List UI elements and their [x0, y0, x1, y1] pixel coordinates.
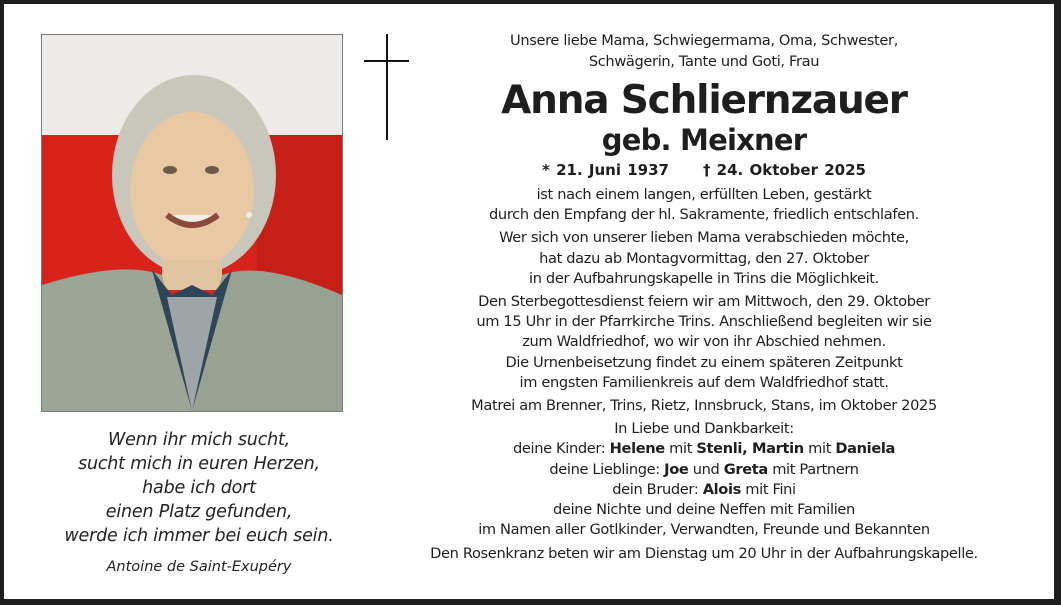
text-line: zum Waldfriedhof, wo wir von ihr Abschied nehmen.	[522, 333, 886, 351]
mourners-brother	[384, 480, 1024, 500]
place-and-date: Matrei am Brenner, Trins, Rietz, Innsbruck, Stans, im Oktober 2025	[471, 397, 937, 415]
intro-line: Unsere liebe Mama, Schwiegermama, Oma, Schwester,	[509, 32, 898, 49]
mourner-name: Daniela	[835, 440, 896, 458]
quote-author: Antoine de Saint-Exupéry	[106, 559, 292, 575]
mourners-list	[384, 419, 1024, 540]
label: deine Kinder:	[512, 440, 610, 458]
quote-block	[24, 428, 374, 575]
life-dates	[384, 158, 1024, 182]
quote-line: Wenn ihr mich sucht,	[107, 430, 291, 450]
mourner-name: Greta	[723, 460, 768, 478]
text-line: hat dazu ab Montagvormittag, den 27. Oktober	[539, 249, 869, 267]
quote-line: einen Platz gefunden,	[105, 502, 293, 522]
label: dein Bruder:	[612, 480, 703, 498]
intro	[384, 30, 1024, 72]
text-line: Wer sich von unserer lieben Mama verabschieden möchte,	[499, 229, 909, 247]
text-line: in der Aufbahrungskapelle in Trins die Möglichkeit.	[529, 269, 879, 287]
portrait-illustration	[42, 35, 342, 411]
deceased-name: Anna Schliernzauer	[501, 78, 907, 123]
viewing-paragraph	[384, 228, 1024, 289]
text-line: um 15 Uhr in der Pfarrkirche Trins. Anschließend begleiten wir sie	[476, 313, 932, 331]
text-line: Den Sterbegottesdienst feiern wir am Mittwoch, den 29. Oktober	[478, 293, 930, 311]
rosary-notice: Den Rosenkranz beten wir am Dienstag um 20 Uhr in der Aufbahrungskapelle.	[430, 545, 978, 563]
death-date: † 24. Oktober 2025	[702, 161, 866, 179]
birth-date: * 21. Juni 1937	[542, 161, 669, 179]
mourners-nieces: deine Nichte und deine Neffen mit Familien	[553, 501, 855, 519]
mourner-name: Helene	[609, 440, 665, 458]
intro-line: Schwägerin, Tante und Goti, Frau	[588, 53, 820, 70]
connector: mit Partnern	[767, 460, 859, 478]
passing-paragraph	[384, 185, 1024, 225]
mourners-others: im Namen aller Gotlkinder, Verwandten, Freunde und Bekannten	[478, 521, 930, 539]
portrait-photo	[41, 34, 343, 412]
maiden-name: geb. Meixner	[601, 123, 807, 157]
funeral-paragraph	[384, 292, 1024, 393]
quote-line: werde ich immer bei euch sein.	[64, 526, 334, 546]
text-line: im engsten Familienkreis auf dem Waldfriedhof statt.	[519, 373, 889, 391]
mourner-name: Stenli, Martin	[696, 440, 804, 458]
mourners-heading: In Liebe und Dankbarkeit:	[614, 420, 794, 438]
mourners-children	[384, 439, 1024, 459]
text-line: durch den Empfang der hl. Sakramente, friedlich entschlafen.	[489, 206, 919, 224]
mourners-grandchildren	[384, 460, 1024, 480]
mourner-name: Joe	[664, 460, 689, 478]
quote-line: habe ich dort	[142, 478, 256, 498]
connector: und	[688, 460, 724, 478]
quote-line: sucht mich in euren Herzen,	[78, 454, 320, 474]
text-line: Die Urnenbeisetzung findet zu einem späteren Zeitpunkt	[505, 353, 903, 371]
notice-text	[384, 30, 1024, 565]
connector: mit Fini	[740, 480, 796, 498]
text-line: ist nach einem langen, erfüllten Leben, gestärkt	[536, 186, 872, 203]
obituary-card	[4, 4, 1054, 599]
connector: mit	[664, 440, 697, 458]
connector: mit	[803, 440, 836, 458]
label: deine Lieblinge:	[549, 460, 665, 478]
mourner-name: Alois	[702, 480, 741, 498]
